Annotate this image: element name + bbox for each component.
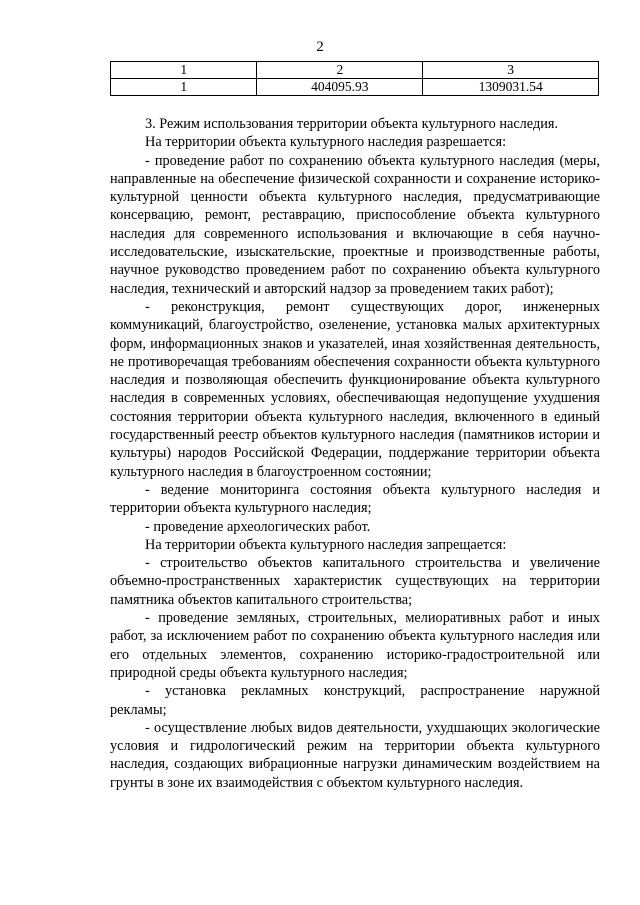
table-header-cell: 3 [423,62,599,79]
prohibited-item: - проведение земляных, строительных, мелиоративных работ и иных работ, за исключением работ по сохранению объекта культурного наследия или его отдельных элементов, сохранению историко-градостроительной или природной среды объекта культурного наследия; [110,610,600,681]
prohibited-item: - осуществление любых видов деятельности, ухудшающих экологические условия и гидрологический режим на территории объекта культурного наследия, создающих вибрационные нагрузки динамическим воздействием на грунты в зоне их взаимодействия с объектом культурного наследия. [110,719,600,791]
allowed-item: - проведение археологических работ. [145,518,371,535]
table-cell: 1309031.54 [423,79,599,96]
prohibited-intro: На территории объекта культурного наследия запрещается: [145,536,507,553]
section-title: 3. Режим использования территории объекта культурного наследия. [145,116,559,132]
allowed-item: - реконструкция, ремонт существующих дорог, инженерных коммуникаций, благоустройство, озеленение, установка малых архитектурных форм, информационных знаков и указателей, иная хозяйственная деятельность, не противоречащая требованиям обеспечения сохранности объекта культурного наследия и позволяющая обеспечить функционирование объекта культурного наследия в современных условиях, обеспечивающая недопущение ухудшения состояния территории объекта культурного наследия, включенного в единый государственный реестр объектов культурного наследия (памятников истории и культуры) народов Российской Федерации, поддержание территории объекта культурного наследия в благоустроенном состоянии; [110,298,600,480]
table-header-cell: 2 [257,62,423,79]
table-cell: 1 [111,79,257,96]
table-row [111,79,599,96]
table-header-cell: 1 [111,62,257,79]
document-body [110,115,600,792]
page-number: 2 [316,39,324,55]
allowed-item: - проведение работ по сохранению объекта культурного наследия (меры, направленные на обеспечение физической сохранности и сохранение историко-культурной ценности объекта культурного наследия, предусматривающие консервацию, ремонт, реставрацию, приспособление объекта культурного наследия для современного использования и включающие в себя научно-исследовательские, изыскательские, проектные и производственные работы, научное руководство проведением работ по сохранению объекта культурного наследия, технический и авторский надзор за проведением таких работ); [110,152,600,297]
allowed-item: - ведение мониторинга состояния объекта культурного наследия и территории объекта культурного наследия; [110,481,600,517]
table-header-row [111,62,599,79]
prohibited-item: - установка рекламных конструкций, распространение наружной рекламы; [110,683,600,718]
coordinates-table [110,61,599,96]
table-cell: 404095.93 [257,79,423,96]
allowed-intro: На территории объекта культурного наследия разрешается: [145,134,507,151]
prohibited-item: - строительство объектов капитального строительства и увеличение объемно-пространственных характеристик существующих на территории памятника объектов капитального строительства; [110,555,600,608]
